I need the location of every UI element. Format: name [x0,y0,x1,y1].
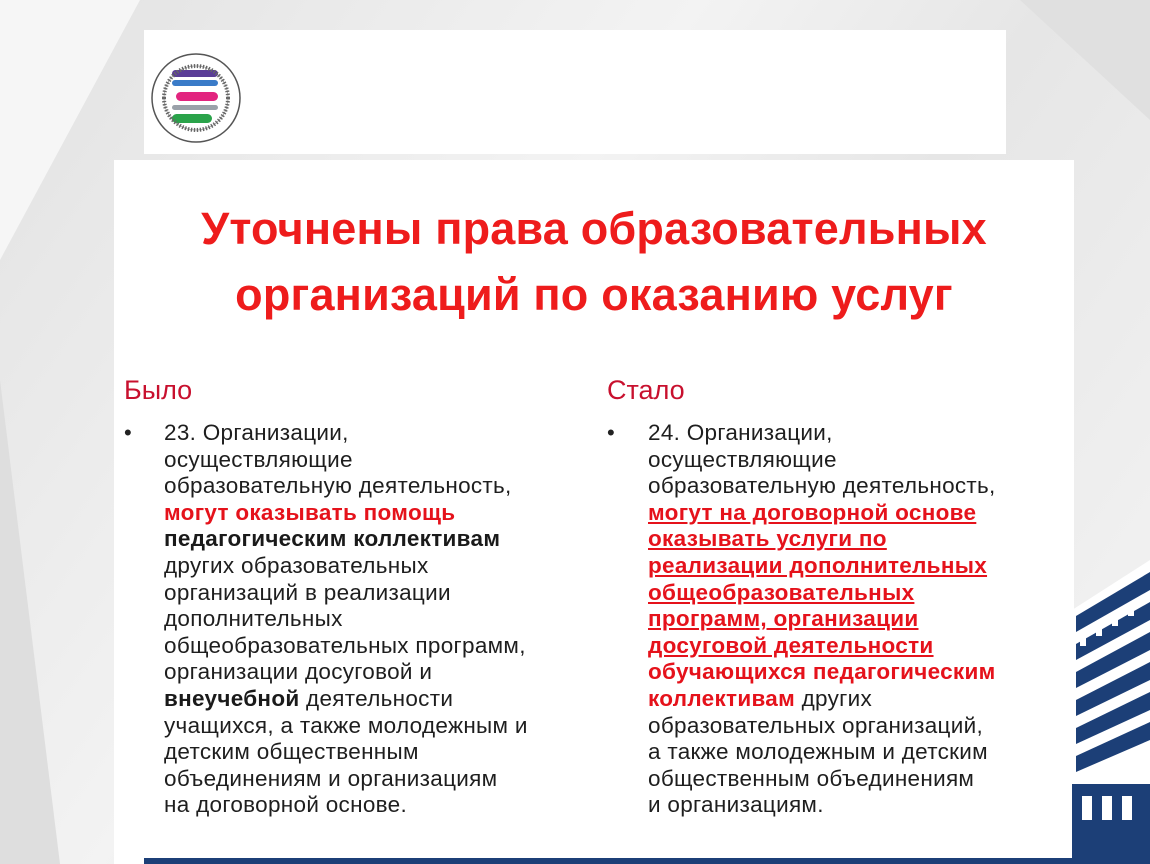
bullet-after: • [607,420,615,445]
text-line: образовательную деятельность, [648,473,996,499]
header-card [144,30,1006,154]
heading-after: Стало [607,375,685,405]
slide-title: Уточнены права образовательных организаций по оказанию услуг [201,203,987,320]
highlight-line [648,606,1058,633]
text-line: учащихся, а также молодежным и [164,712,528,738]
text-fragment: других [795,685,873,711]
highlight-line [648,526,1058,553]
text-line: других образовательных [164,552,429,578]
highlight-line: обучающихся педагогическим [648,659,996,685]
highlight-line: могут оказывать помощь [164,499,456,525]
underlined-text: могут на договорной основе [648,499,977,525]
highlight-line [648,633,1058,660]
bold-word: внеучебной [164,685,300,711]
text-before [164,420,584,819]
underlined-text: оказывать услуги по [648,526,887,552]
underlined-text: общеобразовательных [648,579,915,605]
text-line: осуществляющие [164,446,353,472]
text-line: а также молодежным и детским [648,739,988,765]
text-line: осуществляющие [648,446,837,472]
bottom-accent-line [144,858,1074,864]
text-line: образовательных организаций, [648,712,983,738]
text-line: дополнительных [164,606,343,632]
text-line: 23. Организации, [164,420,349,445]
underlined-text: программ, организации [648,606,919,632]
bold-line: педагогическим коллективам [164,526,501,552]
highlight-line [648,500,1058,527]
text-line: образовательную деятельность, [164,473,512,499]
text-fragment: деятельности [299,685,454,711]
building-illustration [1072,560,1150,864]
text-line: организаций в реализации [164,579,451,605]
bullet-before: • [124,420,132,445]
underlined-text: досуговой деятельности [648,632,934,658]
text-line: общественным объединениям [648,765,975,791]
text-after [648,420,1058,819]
text-line: 24. Организации, [648,420,833,445]
text-line [164,686,584,713]
text-line: и организациям. [648,792,824,818]
text-line [648,686,1058,713]
institute-logo [150,48,242,148]
highlight-line [648,580,1058,607]
heading-before: Было [124,375,193,405]
text-line: организации досуговой и [164,659,433,685]
highlight-line [648,553,1058,580]
underlined-text: реализации дополнительных [648,552,988,578]
text-line: объединениям и организациям [164,765,498,791]
text-line: общеобразовательных программ, [164,632,526,658]
highlight-word: коллективам [648,685,796,711]
text-line: детским общественным [164,739,419,765]
text-line: на договорной основе. [164,792,408,818]
